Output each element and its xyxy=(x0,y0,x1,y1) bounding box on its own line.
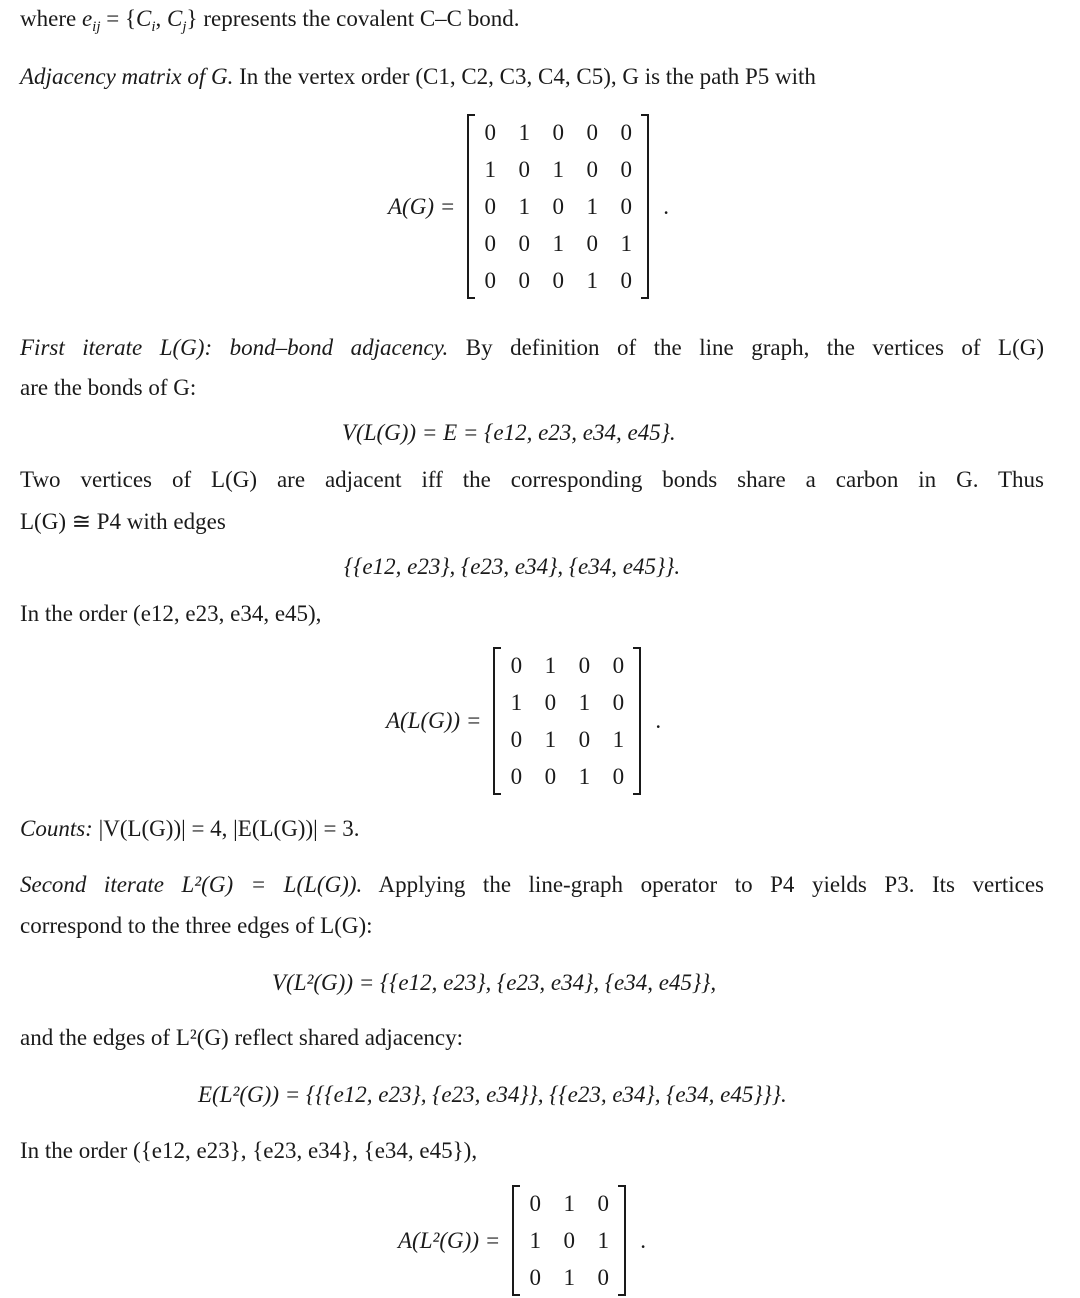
matrix-cell: 0 xyxy=(563,1228,576,1253)
matrix-cell: 0 xyxy=(484,120,496,145)
matrix-cell: 0 xyxy=(510,764,523,789)
paragraph-heading: Second iterate L²(G) = L(L(G)). xyxy=(20,872,363,897)
matrix-cell: 0 xyxy=(510,727,523,752)
matrix-cell: 0 xyxy=(484,194,496,219)
text: Two vertices of L(G) are adjacent iff the corresponding bonds share a carbon in G. Thus xyxy=(20,467,1044,492)
matrix-AL2G xyxy=(398,1185,646,1296)
matrix-label: A(L(G)) = xyxy=(386,708,482,733)
text: where xyxy=(20,6,82,31)
matrix-cell: 0 xyxy=(518,157,530,182)
matrix-cell: 1 xyxy=(518,120,530,145)
matrix-cell: 0 xyxy=(612,690,625,715)
matrix-cell: 0 xyxy=(518,231,530,256)
matrix-cell: 1 xyxy=(586,194,598,219)
para-first-iterate-line2 xyxy=(20,373,196,403)
period: . xyxy=(663,193,669,219)
matrix-cell: 0 xyxy=(552,120,564,145)
matrix-cell: 0 xyxy=(529,1265,542,1290)
matrix-cell: 1 xyxy=(563,1265,576,1290)
text: L(G) ≅ P4 with edges xyxy=(20,509,226,534)
text: represents the covalent C–C bond. xyxy=(197,6,520,31)
matrix-cell: 0 xyxy=(518,268,530,293)
matrix-cell: 0 xyxy=(529,1191,542,1216)
matrix-cell: 0 xyxy=(612,653,625,678)
matrix-cell: 0 xyxy=(552,194,564,219)
matrix-cell: 1 xyxy=(620,231,632,256)
matrix-cell: 0 xyxy=(597,1265,610,1290)
matrix-cell: 1 xyxy=(510,690,523,715)
matrix-ALG xyxy=(386,647,661,795)
matrix-cell: 1 xyxy=(544,727,557,752)
text: |V(L(G))| = 4, |E(L(G))| = 3. xyxy=(92,816,360,841)
para-order-1 xyxy=(20,599,321,629)
matrix-cell: 1 xyxy=(578,764,591,789)
matrix-cell: 1 xyxy=(552,157,564,182)
text: and the edges of L²(G) reflect shared adjacency: xyxy=(20,1025,464,1050)
matrix-cell: 1 xyxy=(544,653,557,678)
text: Applying the line-graph operator to P4 yields P3. Its vertices xyxy=(362,872,1045,897)
matrix-cell: 0 xyxy=(586,231,598,256)
matrix-cell: 0 xyxy=(578,727,591,752)
text: correspond to the three edges of L(G): xyxy=(20,913,373,938)
para-adjacency-matrix xyxy=(20,62,816,92)
matrix-cell: 0 xyxy=(510,653,523,678)
matrix-cell: 0 xyxy=(612,764,625,789)
matrix-cell: 0 xyxy=(544,764,557,789)
equation-edges: {{e12, e23}, {e23, e34}, {e34, e45}}. xyxy=(344,554,681,579)
matrix-cell: 0 xyxy=(578,653,591,678)
matrix-cell: 0 xyxy=(586,157,598,182)
period: . xyxy=(655,708,662,733)
text: By definition of the line graph, the vertices of L(G) xyxy=(448,335,1045,360)
matrix-cell: 0 xyxy=(552,268,564,293)
equation-e2: E(L²(G)) = {{{e12, e23}, {e23, e34}}, {{e23, e34}, {e34, e45}}}. xyxy=(198,1082,787,1107)
equation-vertices: V(L(G)) = E = {e12, e23, e34, e45}. xyxy=(342,420,676,445)
para-edges-l2 xyxy=(20,1023,463,1053)
matrix-cell: 0 xyxy=(620,157,632,182)
matrix-cell: 1 xyxy=(612,727,625,752)
para-counts xyxy=(20,814,359,844)
matrix-cell: 0 xyxy=(620,194,632,219)
matrix-cell: 0 xyxy=(620,268,632,293)
matrix-label: A(L²(G)) = xyxy=(398,1227,501,1253)
matrix-cell: 1 xyxy=(552,231,564,256)
matrix-cell: 1 xyxy=(563,1191,576,1216)
para-adjacency-rule xyxy=(20,465,1044,495)
para-order-2 xyxy=(20,1136,477,1166)
matrix-cell: 0 xyxy=(620,120,632,145)
text: In the vertex order (C1, C2, C3, C4, C5), G is the path P5 with xyxy=(233,64,816,89)
matrix-cell: 0 xyxy=(484,231,496,256)
paragraph-heading: Adjacency matrix of G. xyxy=(20,64,234,89)
matrix-cell: 1 xyxy=(578,690,591,715)
text: are the bonds of G: xyxy=(20,375,197,400)
matrix-cell: 1 xyxy=(484,157,496,182)
equation-v2: V(L²(G)) = {{e12, e23}, {e23, e34}, {e34, e45}}, xyxy=(272,970,717,995)
matrix-cell: 1 xyxy=(529,1228,542,1253)
matrix-cell: 0 xyxy=(484,268,496,293)
para-second-iterate-line2 xyxy=(20,911,373,941)
text: In the order (e12, e23, e34, e45), xyxy=(20,601,322,626)
para-isomorphic xyxy=(20,507,226,537)
para-second-iterate xyxy=(20,870,1044,900)
matrix-cell: 0 xyxy=(586,120,598,145)
matrix-cell: 0 xyxy=(544,690,557,715)
matrix-label: A(G) = xyxy=(388,193,456,219)
matrix-cell: 1 xyxy=(597,1228,610,1253)
matrix-grid xyxy=(493,647,641,795)
matrix-AG xyxy=(388,114,669,299)
matrix-cell: 0 xyxy=(597,1191,610,1216)
para-bond-definition: where $e_{ij} = \{C_i$, $C_j$} represents the covalent C–C bond. xyxy=(20,6,520,35)
matrix-cell: 1 xyxy=(586,268,598,293)
matrix-grid xyxy=(512,1185,626,1296)
text: In the order ({e12, e23}, {e23, e34}, {e34, e45}), xyxy=(20,1138,478,1163)
period: . xyxy=(640,1227,647,1253)
paragraph-heading: Counts: xyxy=(20,816,93,841)
para-first-iterate xyxy=(20,333,1044,363)
matrix-grid xyxy=(467,114,649,299)
paragraph-heading: First iterate L(G): bond–bond adjacency. xyxy=(20,335,449,360)
matrix-cell: 1 xyxy=(518,194,530,219)
